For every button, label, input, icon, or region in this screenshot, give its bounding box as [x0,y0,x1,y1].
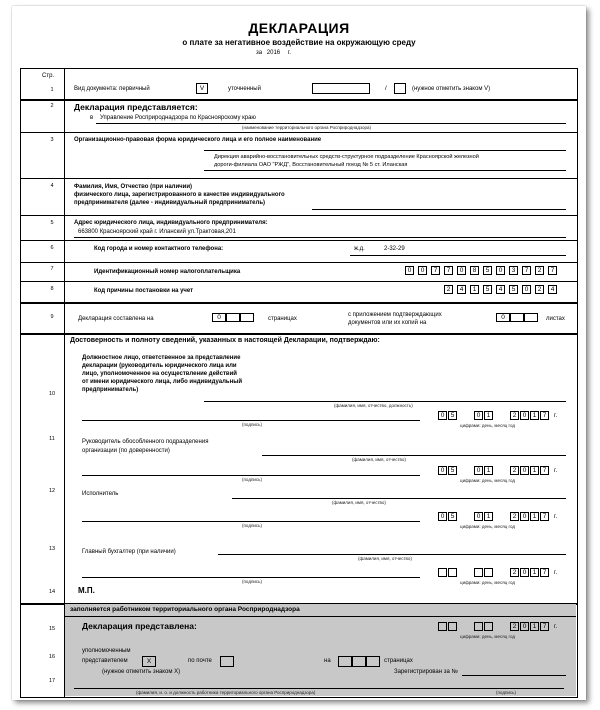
inn-digit[interactable]: 7 [444,266,453,275]
row-number: 15 [48,626,56,632]
official-date-digit[interactable]: 0 [520,411,529,420]
kpp-digit[interactable]: 5 [483,285,492,294]
official-year-suffix: г. [554,413,558,419]
authority-prefix: в [90,115,94,121]
sheets-word: листах [546,316,565,322]
page-subtitle: о плате за негативное воздействие на окружающую среду [182,38,416,47]
pages-count-box-2[interactable] [226,313,240,322]
kpp-digit[interactable]: 0 [522,285,531,294]
by-mail-label: по почте [188,658,212,664]
official-section-heading: заполняется работником территориального органа Росприроднадзора [70,606,300,613]
official-date-digit[interactable]: 1 [484,411,493,420]
kpp-digit[interactable]: 4 [457,285,466,294]
row-number: 17 [48,678,56,684]
kpp-digit[interactable]: 2 [535,285,544,294]
official-signature-caption: (подпись) [242,422,263,427]
doc-type-label: Вид документа: первичный [74,86,150,92]
kpp-digit[interactable]: 5 [509,285,518,294]
inn-digit[interactable]: 2 [535,266,544,275]
branch-head-label-line-1: Руководитель обособленного подразделения [82,439,209,445]
accountant-label: Главный бухгалтер (при наличии) [82,549,176,555]
pages-count-box-3[interactable] [240,313,254,322]
executor-date-digit[interactable]: 5 [448,512,457,521]
branch-head-date-digit[interactable]: 7 [540,466,549,475]
executor-date-digit[interactable]: 0 [474,512,483,521]
branch-head-year-suffix: г. [554,468,558,474]
receipt-date-caption: цифрами: день, месяц год [460,634,516,639]
inn-digit[interactable]: 3 [509,266,518,275]
representative-label-line-2: представителем [82,658,128,664]
mark-hint: (нужное отметить знаком X) [102,669,181,675]
employee-signature-caption: (подпись) [496,690,517,695]
period-year: 2016 [266,50,281,56]
executor-date-digit[interactable]: 1 [484,512,493,521]
executor-date-digit[interactable]: 7 [540,512,549,521]
official-label-line-4: от имени юридического лица, либо индивидуальный [82,379,243,385]
row-number: 9 [50,314,54,320]
accountant-date-digit[interactable]: 1 [530,568,539,577]
official-date-digit[interactable]: 1 [530,411,539,420]
official-date-digit[interactable]: 2 [510,411,519,420]
executor-date-digit[interactable]: 1 [530,512,539,521]
org-form-label: Организационно-правовая форма юридического лица и его полное наименование [74,137,322,143]
address-label: Адрес юридического лица, индивидуального предпринимателя: [74,220,268,226]
branch-head-date-digit[interactable]: 0 [438,466,447,475]
row-number: 4 [50,183,54,189]
kpp-digit[interactable]: 2 [444,285,453,294]
accountant-date-digit[interactable]: 2 [510,568,519,577]
attachments-count-box-3[interactable] [524,313,538,322]
receipt-date-digit[interactable]: 2 [510,622,519,631]
attachments-count-box[interactable]: 0 [496,313,510,322]
inn-digit[interactable]: 0 [457,266,466,275]
doc-type-primary-checkbox[interactable]: V [196,83,208,94]
row-number: 3 [50,137,54,143]
row-number: 7 [50,266,54,272]
official-section-background [65,604,576,696]
pages-count-box[interactable]: 0 [212,313,226,322]
inn-digit[interactable]: 7 [548,266,557,275]
period-suffix: г. [287,50,291,56]
received-pages-box[interactable] [352,656,366,667]
branch-head-date-digit[interactable]: 5 [448,466,457,475]
row-number: 1 [50,87,54,93]
attachments-count-box-2[interactable] [510,313,524,322]
attachments-label-line-1: с приложением подтверждающих [348,312,442,318]
branch-head-date-caption: цифрами: день, месяц год [460,478,516,483]
branch-head-date-digit[interactable]: 2 [510,466,519,475]
accountant-date-digit[interactable] [438,568,447,577]
pages-word: страницах [268,316,297,322]
receipt-date-digit[interactable] [448,622,457,631]
row-number: 5 [50,220,54,226]
kpp-digit[interactable]: 4 [548,285,557,294]
received-pages-box[interactable] [338,656,352,667]
official-label-line-3: лицо, уполномоченное на осуществление действий [82,371,237,377]
inn-label: Идентификационный номер налогоплательщика [94,269,241,275]
receipt-date-digit[interactable] [474,622,483,631]
row-number: 13 [48,546,56,552]
inn-digit[interactable]: 8 [470,266,479,275]
executor-date-caption: цифрами: день, месяц год [460,524,516,529]
row-number-header: Стр. [42,73,55,79]
branch-head-date-digit[interactable]: 1 [484,466,493,475]
doc-type-amended-field[interactable] [312,83,370,94]
doc-type-slash: / [385,86,387,92]
doc-type-hint: (нужное отметить знаком V) [412,86,491,92]
branch-head-label-line-2: организации (по доверенности) [82,448,170,454]
confirmation-heading: Достоверность и полноту сведений, указанных в настоящей Декларации, подтверждаю: [70,337,380,344]
accountant-date-digit[interactable]: 7 [540,568,549,577]
accountant-date-caption: цифрами: день, месяц год [460,580,516,585]
official-date-digit[interactable]: 5 [448,411,457,420]
official-label-line-5: предприниматель) [82,387,139,393]
receipt-date-digit[interactable] [438,622,447,631]
accountant-date-digit[interactable] [484,568,493,577]
individual-label-line-2: физического лица, зарегистрированного в качестве индивидуального [74,192,285,198]
representative-checkbox[interactable]: X [142,656,156,667]
individual-label-line-1: Фамилия, Имя, Отчество (при наличии) [74,184,193,190]
address-value: 663800 Красноярский край г. Иланский ул.Трактовая,201 [78,229,236,235]
branch-head-date-digit[interactable]: 0 [520,466,529,475]
received-on-label: на [324,658,331,664]
receipt-year-suffix: г. [554,624,558,630]
inn-digit[interactable]: 0 [405,266,414,275]
accountant-date-digit[interactable] [474,568,483,577]
row-number: 8 [50,286,54,292]
phone-label: Код города и номер контактного телефона: [94,246,224,252]
row-number: 6 [50,245,54,251]
official-date-caption: цифрами: день, месяц год [460,423,516,428]
executor-signature-caption: (подпись) [242,523,263,528]
accountant-signature-caption: (подпись) [242,579,263,584]
reporting-period [256,50,291,57]
attachments-label-line-2: документов или их копий на [348,320,427,326]
declaration-sheet [12,6,586,700]
inn-digit[interactable]: 0 [418,266,427,275]
received-pages-box[interactable] [366,656,380,667]
official-date-digit[interactable]: 0 [438,411,447,420]
official-date-digit[interactable]: 0 [474,411,483,420]
stamp-label: М.П. [78,586,95,595]
branch-head-signature-caption: (подпись) [242,477,263,482]
executor-label: Исполнитель [82,491,119,497]
row-number: 14 [48,589,56,595]
by-mail-checkbox[interactable] [220,656,234,667]
executor-year-suffix: г. [554,514,558,520]
employee-caption: (фамилия, и. о. и должность работника территориального органа Росприроднадзора) [136,690,316,695]
accountant-fio-caption: (фамилия, имя, отчество) [358,556,412,561]
official-section-submitted-label: Декларация представлена: [82,621,197,631]
branch-head-date-digit[interactable]: 0 [474,466,483,475]
official-label-line-1: Должностное лицо, ответственное за представление [82,355,241,361]
receipt-date-digit[interactable] [484,622,493,631]
receipt-date-digit[interactable]: 1 [530,622,539,631]
doc-type-correction-number[interactable] [394,83,406,94]
registered-label: Зарегистрирован за № [394,669,458,675]
inn-digit[interactable]: 0 [496,266,505,275]
inn-digit[interactable]: 7 [431,266,440,275]
representative-label-line-1: уполномоченным [82,648,131,654]
kpp-digit[interactable]: 4 [496,285,505,294]
phone-number: 2-32-29 [384,246,405,252]
doc-type-amended-label: уточненный [228,86,261,92]
period-prefix: за [256,50,263,56]
inn-digit[interactable]: 7 [522,266,531,275]
page-title: ДЕКЛАРАЦИЯ [248,20,350,36]
row-number: 2 [50,103,54,109]
authority-name: Управление Росприроднадзора по Красноярскому краю [100,115,256,121]
org-name-line-2: дороги-филиала ОАО "РЖД", Восстановительный поезд № 5 ст. Иланская [214,162,408,168]
row-number: 16 [48,654,56,660]
row-number: 11 [49,436,55,442]
declaration-submitted-heading: Декларация представляется: [74,102,198,112]
accountant-year-suffix: г. [554,570,558,576]
branch-head-fio-caption: (фамилия, имя, отчество) [352,457,406,462]
org-name-line-1: Дирекция аварийно-восстановительных средств-структурное подразделение Красноярской железной [214,154,479,160]
kpp-label: Код причины постановки на учет [94,288,194,294]
branch-head-date-digit[interactable]: 1 [530,466,539,475]
received-pages-word: страницах [384,658,413,664]
executor-fio-caption: (фамилия, имя, отчество) [332,500,386,505]
phone-city-code: ж.д. [354,246,365,252]
accountant-date-digit[interactable]: 0 [520,568,529,577]
accountant-date-digit[interactable] [448,568,457,577]
official-fio-caption: (фамилия, имя, отчество, должность) [334,403,413,408]
inn-digit[interactable]: 5 [483,266,492,275]
receipt-date-digit[interactable]: 7 [540,622,549,631]
official-date-digit[interactable]: 7 [540,411,549,420]
executor-date-digit[interactable]: 0 [520,512,529,521]
row-number: 10 [48,391,56,397]
authority-caption: (наименование территориального органа Росприроднадзора) [242,125,371,130]
executor-date-digit[interactable]: 2 [510,512,519,521]
row-number: 12 [48,488,56,494]
executor-date-digit[interactable]: 0 [438,512,447,521]
official-label-line-2: декларации (руководитель юридического лица или [82,363,237,369]
receipt-date-digit[interactable]: 0 [520,622,529,631]
individual-label-line-3: предпринимателя (далее - индивидуальный предприниматель) [74,200,266,206]
kpp-digit[interactable]: 1 [470,285,479,294]
pages-label: Декларация составлена на [78,316,154,322]
